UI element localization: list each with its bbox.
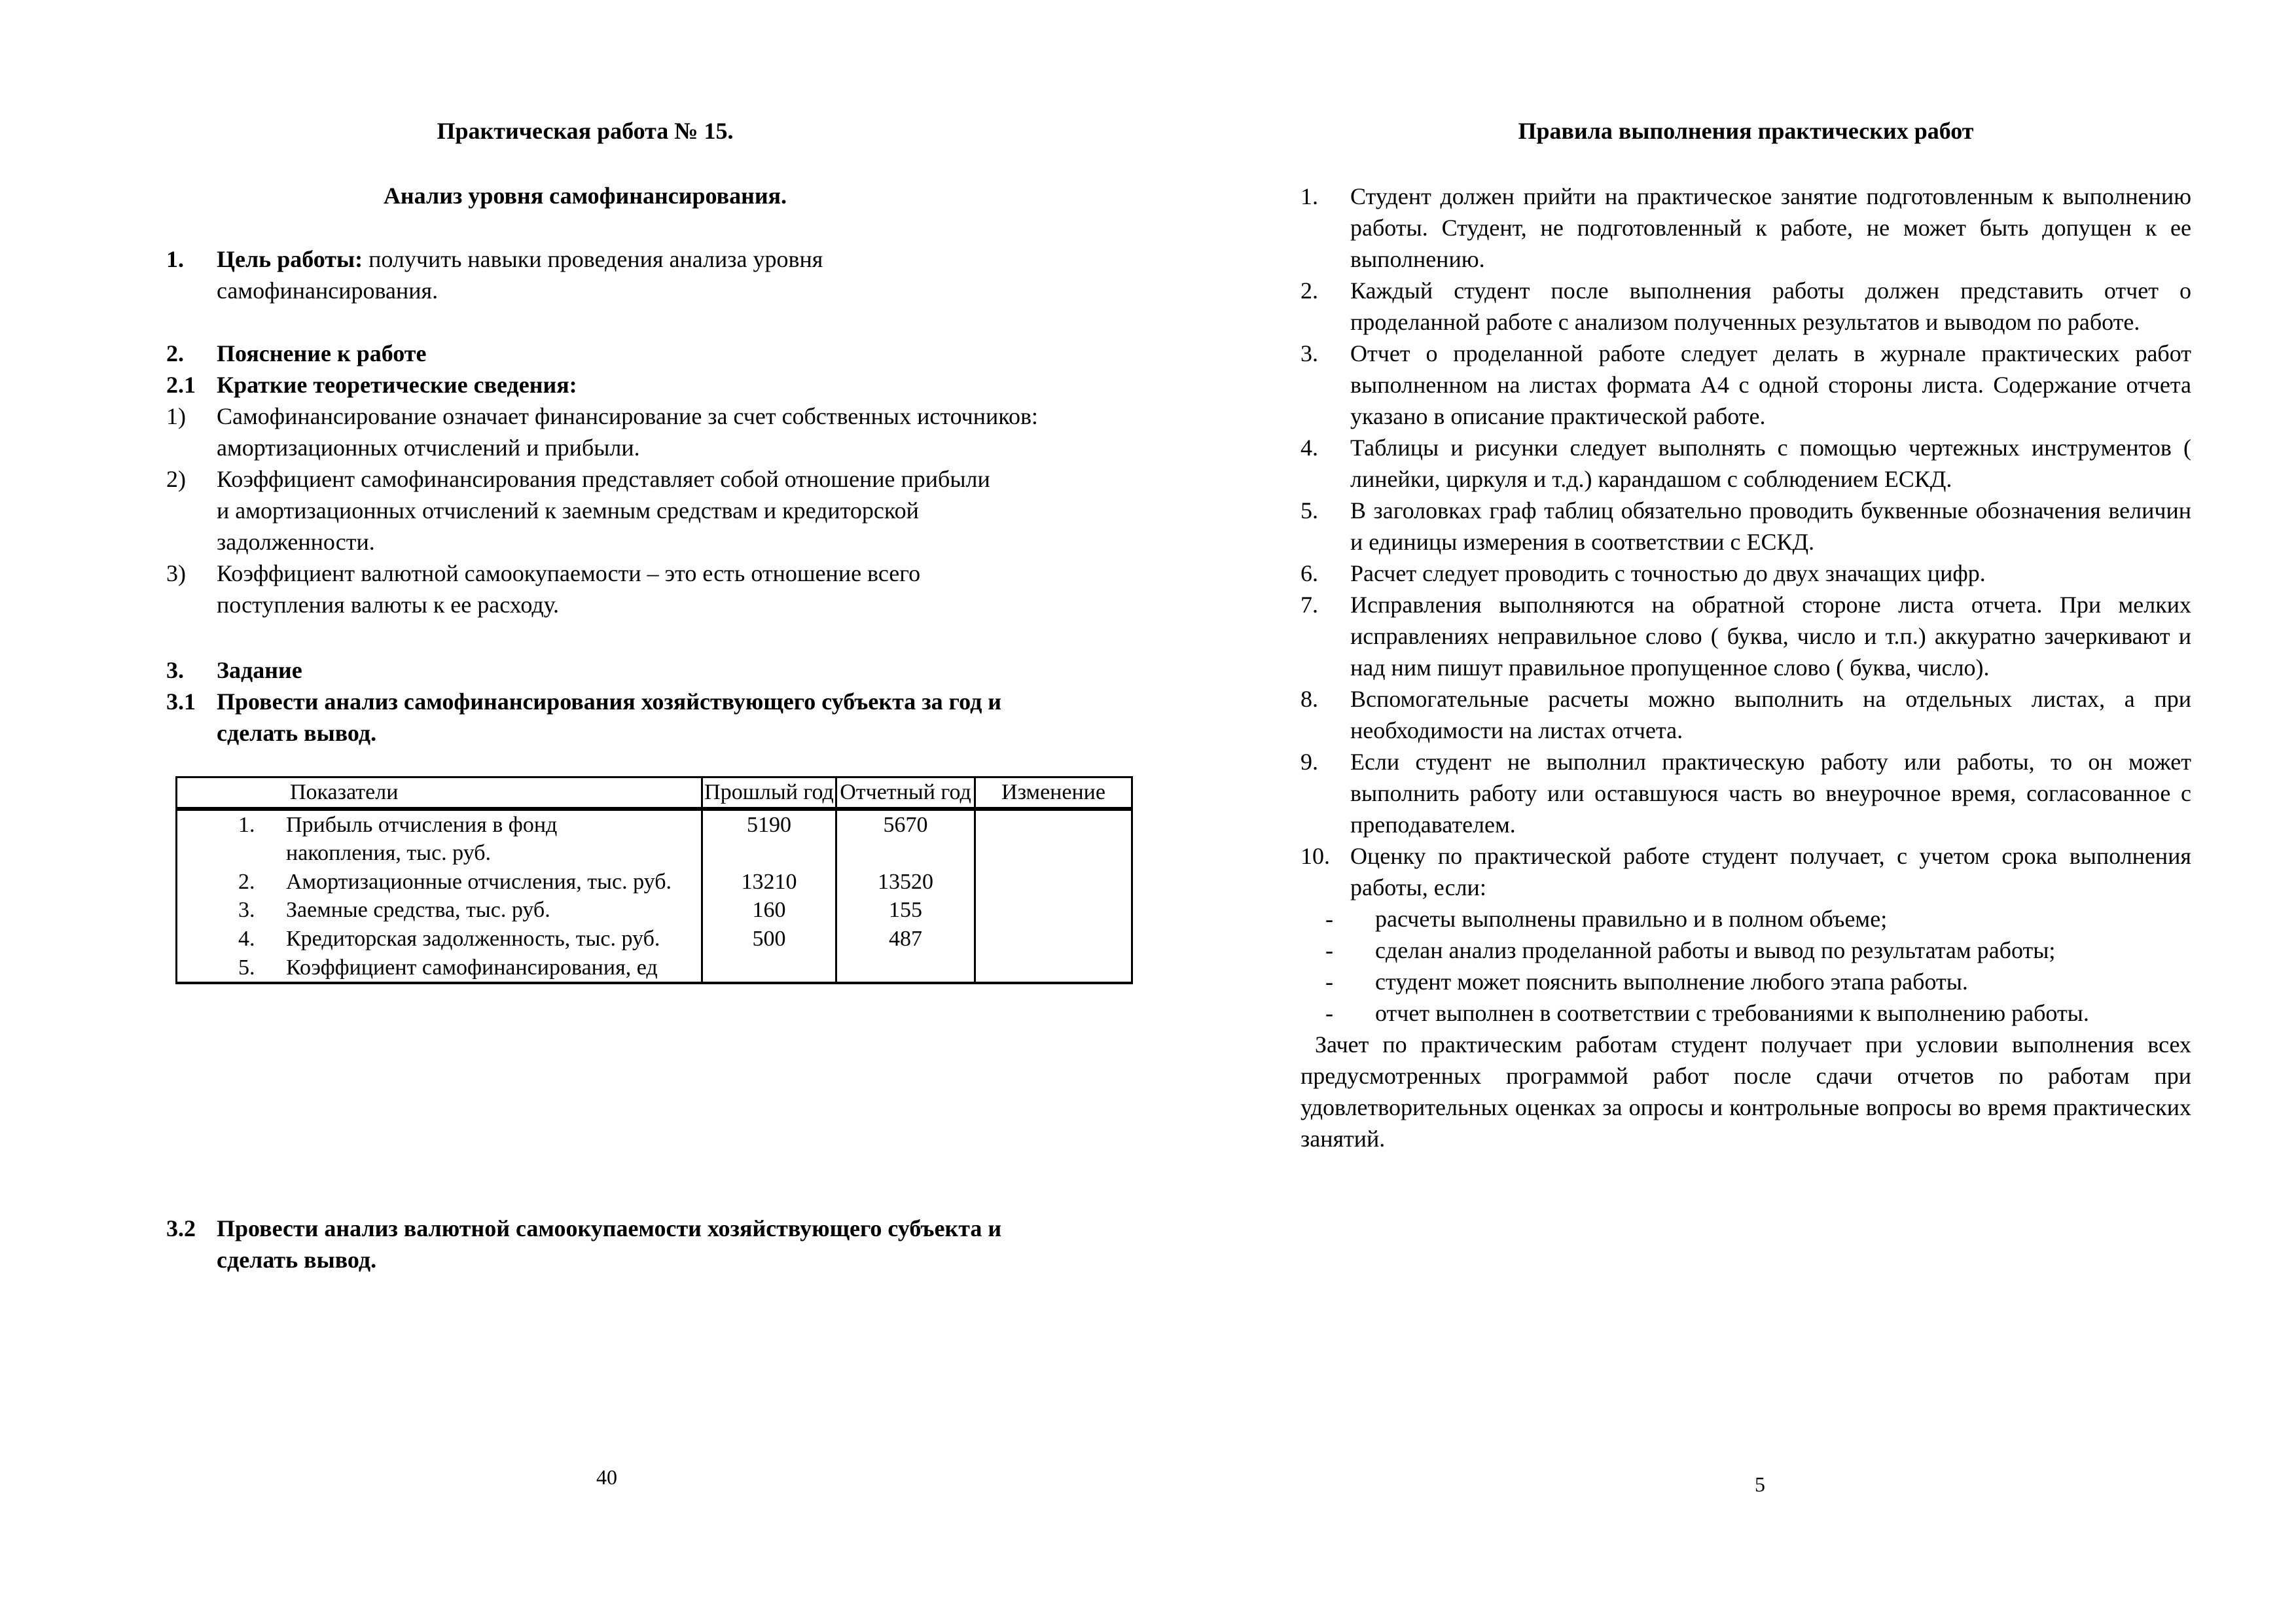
page-number: 5 xyxy=(1755,1472,1765,1496)
table-row xyxy=(177,896,1132,925)
prev-value: 13210 xyxy=(702,868,836,897)
task-heading: Задание xyxy=(217,657,302,683)
goal-label: Цель работы: xyxy=(217,246,363,272)
table-row xyxy=(177,868,1132,897)
task-3-2-section xyxy=(166,1213,1043,1275)
prev-value: 5190 xyxy=(702,809,836,868)
theory-item xyxy=(166,401,1043,463)
row-label: Амортизационные отчисления, тыс. руб. xyxy=(286,869,672,894)
rule-item xyxy=(1300,558,2191,589)
curr-value: 13520 xyxy=(836,868,975,897)
item-text: В заголовках граф таблиц обязательно проводить буквенные обозначения величин и единицы измерения в соответствии с ЕСКД. xyxy=(1350,497,2191,555)
prev-value: 160 xyxy=(702,896,836,925)
rule-item xyxy=(1300,432,2191,495)
bullet-text: расчеты выполнены правильно и в полном объеме; xyxy=(1375,906,1888,932)
section-number: 3.1 xyxy=(166,688,196,715)
header-prev-year: Прошлый год xyxy=(702,777,836,809)
item-text: Исправления выполняются на обратной стороне листа отчета. При мелких исправлениях неправильное слово ( буква, число и т.п.) аккуратно зачеркивают и над ним пишут правильное пропущенное слово ( буква, число). xyxy=(1350,592,2191,681)
rule-item xyxy=(1300,840,2191,903)
item-text: Оценку по практической работе студент получает, с учетом срока выполнения работы, если: xyxy=(1350,843,2191,901)
curr-value: 5670 xyxy=(836,809,975,868)
header-curr-year: Отчетный год xyxy=(836,777,975,809)
item-number: 2) xyxy=(166,466,186,492)
rule-item xyxy=(1300,338,2191,432)
table-row xyxy=(177,954,1132,984)
bullet-item xyxy=(1300,966,2191,997)
header-change: Изменение xyxy=(975,777,1132,809)
item-text: Расчет следует проводить с точностью до двух значащих цифр. xyxy=(1350,560,1986,586)
row-number: 5. xyxy=(238,955,255,980)
prev-value xyxy=(702,954,836,984)
page-number: 40 xyxy=(596,1465,617,1489)
item-number: 4. xyxy=(1300,435,1318,461)
rule-item xyxy=(1300,589,2191,683)
rule-item xyxy=(1300,181,2191,275)
item-number: 3) xyxy=(166,560,186,586)
item-text: Самофинансирование означает финансирование за счет собственных источников: амортизационных отчислений и прибыли. xyxy=(217,403,1038,461)
item-number: 3. xyxy=(1300,340,1318,366)
goal-section xyxy=(166,243,1043,306)
explanation-section xyxy=(166,338,1043,620)
row-number: 1. xyxy=(238,812,255,837)
item-text: Каждый студент после выполнения работы должен представить отчет о проделанной работе с анализом полученных результатов и выводом по работе. xyxy=(1350,277,2191,335)
final-paragraph: Зачет по практическим работам студент получает при условии выполнения всех предусмотренных программой работ после сдачи отчетов по работам при удовлетворительных оценках за опросы и контрольные вопросы во время практических занятий. xyxy=(1300,1031,2191,1152)
table-header-row xyxy=(177,777,1132,809)
item-text: Вспомогательные расчеты можно выполнить на отдельных листах, а при необходимости на листах отчета. xyxy=(1350,686,2191,743)
table-row xyxy=(177,809,1132,868)
bullet-text: отчет выполнен в соответствии с требованиями к выполнению работы. xyxy=(1375,1000,2089,1026)
item-number: 9. xyxy=(1300,749,1318,775)
row-label: Заемные средства, тыс. руб. xyxy=(286,898,550,923)
goal-text: получить навыки проведения анализа уровня самофинансирования. xyxy=(217,246,823,304)
explanation-heading: Пояснение к работе xyxy=(217,340,427,366)
indicators-table xyxy=(175,776,1133,984)
row-number: 3. xyxy=(238,898,255,923)
page-subtitle: Анализ уровня самофинансирования. xyxy=(383,183,787,209)
item-text: Коэффициент валютной самоокупаемости – это есть отношение всего поступления валюты к ее расходу. xyxy=(217,560,921,618)
item-text: Студент должен прийти на практическое занятие подготовленным к выполнению работы. Студент, не подготовленный к работе, не может быть допущен к ее выполнению. xyxy=(1350,183,2191,272)
bullet-item xyxy=(1300,997,2191,1029)
row-number: 4. xyxy=(238,926,255,951)
row-label: Кредиторская задолженность, тыс. руб. xyxy=(286,926,660,951)
rule-item xyxy=(1300,746,2191,840)
bullet-item xyxy=(1300,903,2191,935)
rule-item xyxy=(1300,495,2191,558)
item-number: 5. xyxy=(1300,497,1318,524)
item-number: 6. xyxy=(1300,560,1318,586)
bullet-mark: - xyxy=(1325,1000,1333,1026)
section-number: 2. xyxy=(166,340,184,366)
rules-list xyxy=(1300,181,2191,1154)
theory-heading: Краткие теоретические сведения: xyxy=(217,372,577,398)
item-number: 10. xyxy=(1300,843,1330,869)
curr-value xyxy=(836,954,975,984)
curr-value: 487 xyxy=(836,925,975,954)
bullet-text: сделан анализ проделанной работы и вывод по результатам работы; xyxy=(1375,937,2056,963)
change-value xyxy=(975,954,1132,984)
section-number: 2.1 xyxy=(166,372,196,398)
item-number: 2. xyxy=(1300,277,1318,304)
prev-value: 500 xyxy=(702,925,836,954)
item-text: Отчет о проделанной работе следует делать в журнале практических работ выполненном на листах формата А4 с одной стороны листа. Содержание отчета указано в описание практической работе. xyxy=(1350,340,2191,429)
row-label: Прибыль отчисления в фонд накопления, тыс. руб. xyxy=(286,812,558,866)
item-number: 8. xyxy=(1300,686,1318,712)
section-number: 3. xyxy=(166,657,184,683)
bullet-text: студент может пояснить выполнение любого этапа работы. xyxy=(1375,969,1968,995)
row-number: 2. xyxy=(238,869,255,894)
bullet-item xyxy=(1300,935,2191,966)
theory-item xyxy=(166,558,1043,620)
page-title: Правила выполнения практических работ xyxy=(1518,118,1974,144)
task-3-2-text: Провести анализ валютной самоокупаемости хозяйствующего субъекта и сделать вывод. xyxy=(217,1215,1002,1273)
header-indicators: Показатели xyxy=(177,777,702,809)
item-text: Если студент не выполнил практическую работу или работы, то он может выполнить работу или оставшуюся часть во внеурочное время, согласованное с преподавателем. xyxy=(1350,749,2191,838)
item-number: 1) xyxy=(166,403,186,429)
item-text: Таблицы и рисунки следует выполнять с помощью чертежных инструментов ( линейки, циркуля и т.д.) карандашом с соблюдением ЕСКД. xyxy=(1350,435,2191,492)
page-title: Практическая работа № 15. xyxy=(437,118,734,144)
bullet-mark: - xyxy=(1325,969,1333,995)
theory-item xyxy=(166,463,1043,558)
item-text: Коэффициент самофинансирования представляет собой отношение прибыли и амортизационных отчислений к заемным средствам и кредиторской задолженности. xyxy=(217,466,990,555)
change-value xyxy=(975,925,1132,954)
change-value xyxy=(975,868,1132,897)
change-value xyxy=(975,896,1132,925)
item-number: 1. xyxy=(1300,183,1318,209)
bullet-mark: - xyxy=(1325,937,1333,963)
task-section xyxy=(166,654,1043,749)
section-number: 1. xyxy=(166,246,184,272)
change-value xyxy=(975,809,1132,868)
table-row xyxy=(177,925,1132,954)
bullet-mark: - xyxy=(1325,906,1333,932)
row-label: Коэффициент самофинансирования, ед xyxy=(286,955,658,980)
curr-value: 155 xyxy=(836,896,975,925)
section-number: 3.2 xyxy=(166,1215,196,1241)
item-number: 7. xyxy=(1300,592,1318,618)
rule-item xyxy=(1300,683,2191,746)
task-3-1-text: Провести анализ самофинансирования хозяйствующего субъекта за год и сделать вывод. xyxy=(217,688,1002,746)
rule-item xyxy=(1300,275,2191,338)
